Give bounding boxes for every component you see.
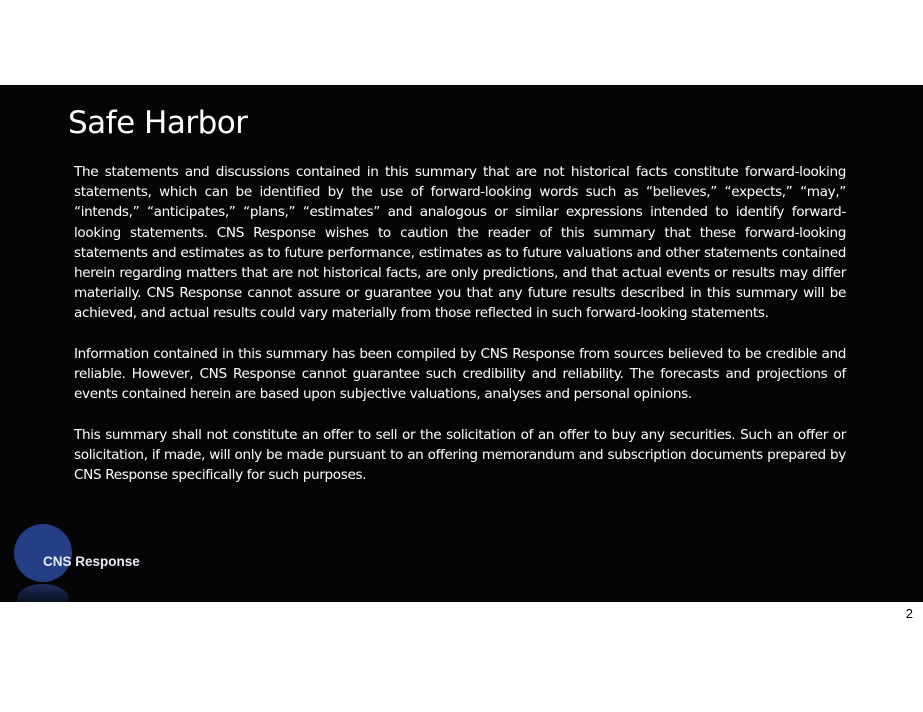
paragraph-no-offer: This summary shall not constitute an offer to sell or the solicitation of an offer to buy any securities. Such an offer or solicitation, if made, will only be made pursuant to an offering memorandum and subscription documents prepared by CNS Response specifically for such purposes.: [74, 426, 846, 484]
logo-reflection-icon: [17, 584, 69, 602]
paragraph-information-sources: Information contained in this summary has been compiled by CNS Response from sources believed to be credible and reliable. However, CNS Response cannot guarantee such credibility and reliability. The forecasts and projections of events contained herein are based upon subjective valuations, analyses and personal opinions.: [74, 345, 846, 403]
slide: [0, 85, 923, 602]
logo-text: CNS Response: [43, 554, 140, 569]
company-logo: [14, 524, 174, 602]
logo-circle-icon: [14, 524, 72, 582]
page-number: 2: [905, 606, 913, 621]
paragraph-forward-looking: The statements and discussions contained in this summary that are not historical facts constitute forward-looking statements, which can be identified by the use of forward-looking words such as “believes,” “expects,” “may,” “intends,” “anticipates,” “plans,” “estimates” and analogous or similar expressions intended to identify forward-looking statements. CNS Response wishes to caution the reader of this summary that these forward-looking statements and estimates as to future performance, estimates as to future valuations and other statements contained herein regarding matters that are not historical facts, are only predictions, and that actual events or results may differ materially. CNS Response cannot assure or guarantee you that any future results described in this summary will be achieved, and actual results could vary materially from those reflected in such forward-looking statements.: [74, 164, 846, 322]
slide-title: Safe Harbor: [68, 105, 248, 141]
safe-harbor-text: [74, 162, 846, 505]
